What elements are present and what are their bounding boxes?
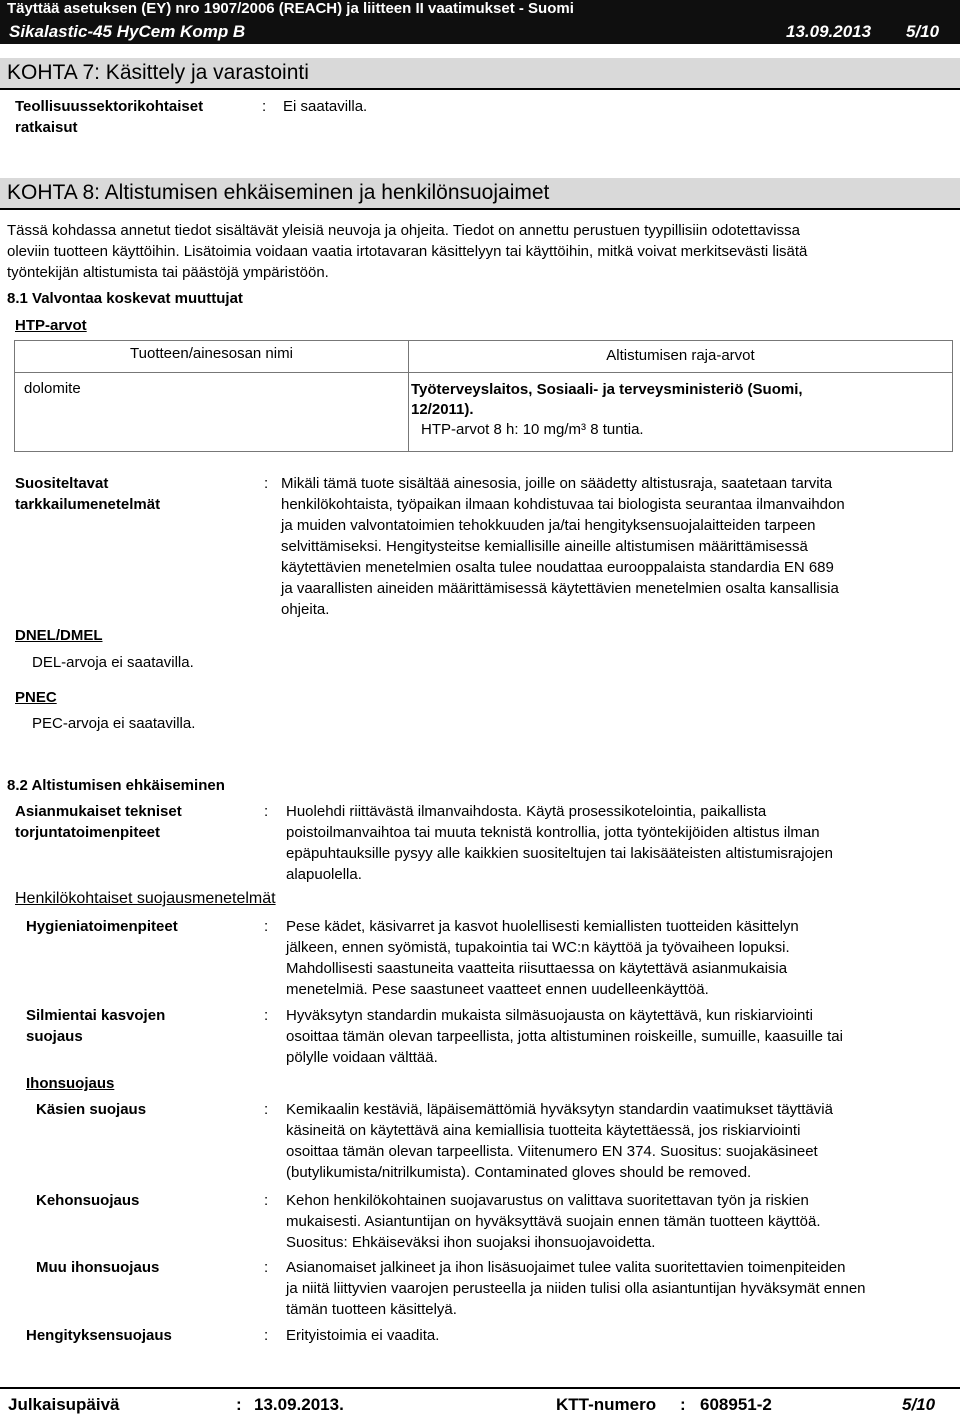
skin-heading: Ihonsuojaus [26, 1075, 115, 1092]
ktt-label: KTT-numero [556, 1395, 657, 1414]
section7-title: KOHTA 7: Käsittely ja varastointi [0, 58, 960, 88]
industry-colon: : [262, 98, 267, 115]
text-line: Hyväksytyn standardin mukaista silmäsuojausta on käytettävä, kun riskiarviointi [286, 1007, 813, 1024]
body-label: Kehonsuojaus [36, 1192, 140, 1209]
pnec-text: PEC-arvoja ei saatavilla. [32, 715, 196, 732]
dnel-text: DEL-arvoja ei saatavilla. [32, 654, 194, 671]
htp-heading: HTP-arvot [15, 317, 87, 334]
body-text [286, 1190, 951, 1253]
hand-colon: : [264, 1101, 269, 1118]
monitoring-label-line1: Suositeltavat [15, 475, 109, 492]
engineering-label-line2: torjuntatoimenpiteet [15, 824, 160, 841]
other-skin-text [286, 1257, 951, 1320]
text-line: Mahdollisesti saastuneita vaatteita riisuttaessa on käytettävä asianmukaisia [286, 960, 788, 977]
text-line: alapuolella. [286, 866, 362, 883]
engineering-label-line1: Asianmukaiset tekniset [15, 803, 182, 820]
table-cell [409, 373, 953, 452]
table-row [15, 373, 953, 452]
text-line: käytettävien menetelmien osalta tulee noudattaa eurooppalaista standardia EN 689 [281, 559, 834, 576]
eye-colon: : [264, 1007, 269, 1024]
hygiene-colon: : [264, 918, 269, 935]
limit-source-line2: 12/2011). [411, 401, 474, 418]
table-cell [15, 373, 409, 452]
text-line: Suositus: Ehkäiseväksi ihon suojaksi ihonsuojavoidetta. [286, 1234, 656, 1251]
section8-rule [0, 208, 960, 210]
text-line: tämän tuotteen käsittelyä. [286, 1301, 457, 1318]
eye-label-line1: Silmientai kasvojen [26, 1007, 166, 1024]
document-date: 13.09.2013 [786, 22, 872, 41]
text-line: ja niitä liittyvien vaarojen perusteella ja niiden tulisi olla asiantuntijan hyväksymät ennen [286, 1280, 866, 1297]
regulation-text: Täyttää asetuksen (EY) nro 1907/2006 (REACH) ja liitteen II vaatimukset - Suomi [7, 0, 574, 17]
respiratory-label: Hengityksensuojaus [26, 1327, 172, 1344]
htp-table [14, 340, 953, 452]
text-line: poistoilmanvaihtoa tai muuta teknistä kontrollia, jotta työntekijöiden altistus ilman [286, 824, 820, 841]
text-line: ja vaarallisten aineiden määrittämisessä käytettävien menetelmien osalta kansallisia [281, 580, 839, 597]
table-header-cell [15, 341, 409, 373]
subsection-8-2-title: 8.2 Altistumisen ehkäiseminen [7, 777, 225, 794]
monitoring-text [281, 473, 951, 620]
text-line: Huolehdi riittävästä ilmanvaihdosta. Käytä prosessikotelointia, paikallista [286, 803, 767, 820]
text-line: henkilökohtaista, työpaikan ilmaan kohdistuvaa tai biologista seurantaa ilmanvaihdon [281, 496, 845, 513]
page-footer [0, 1387, 960, 1425]
engineering-colon: : [264, 803, 269, 820]
text-line: osoittaa tämän olevan tarpeellista. Viitenumero EN 374. Suositus: suojakäsineet [286, 1143, 818, 1160]
ktt-colon: : [680, 1395, 686, 1414]
substance-name: dolomite [24, 380, 81, 397]
eye-label [26, 1005, 165, 1047]
text-line: epäpuhtauksille pysyy alle kaikkien suositeltujen tai lakisääteisten altistumisrajojen [286, 845, 833, 862]
page-number: 5/10 [906, 22, 940, 41]
hygiene-label: Hygieniatoimenpiteet [26, 918, 178, 935]
hygiene-text [286, 916, 951, 1000]
text-line: Mikäli tämä tuote sisältää ainesosia, joille on säädetty altistusraja, saatetaan tarvita [281, 475, 833, 492]
text-line: pölylle voidaan välttää. [286, 1049, 438, 1066]
limit-value-line: HTP-arvot 8 h: 10 mg/m³ 8 tuntia. [421, 421, 644, 438]
text-line: käsineitä on käytettävä aina kemiallisia tuotteita käytettäessä, jos riskiarviointi [286, 1122, 801, 1139]
text-line: selvittämiseksi. Hengitysteitse kemiallisille aineille altistumisen määrittämisessä [281, 538, 808, 555]
industry-value: Ei saatavilla. [283, 98, 368, 115]
text-line: Asianomaiset jalkineet ja ihon lisäsuojaimet tulee valita suoritettavien toimenpiteiden [286, 1259, 846, 1276]
text-line: Pese kädet, käsivarret ja kasvot huolellisesti kemiallisten tuotteiden käsittelyn [286, 918, 799, 935]
subsection-8-1-title: 8.1 Valvontaa koskevat muuttujat [7, 290, 243, 307]
text-line: ohjeita. [281, 601, 330, 618]
respiratory-text: Erityistoimia ei vaadita. [286, 1327, 440, 1344]
monitoring-label [15, 473, 160, 515]
publication-date: 13.09.2013. [254, 1395, 344, 1414]
text-line: (butylikumista/nitrilkumista). Contaminated gloves should be removed. [286, 1164, 752, 1181]
limit-source-line1: Työterveyslaitos, Sosiaali- ja terveysministeriö (Suomi, [411, 381, 803, 398]
column-header-name: Tuotteen/ainesosan nimi [130, 345, 293, 362]
text-line: Kemikaalin kestäviä, läpäisemättömiä hyväksytyn standardin vaatimukset täyttäviä [286, 1101, 833, 1118]
text-line: mukaisesti. Asiantuntijan on hyväksyttävä suojain ennen tämän tuotteen käyttöä. [286, 1213, 821, 1230]
industry-label-line2: ratkaisut [15, 119, 78, 136]
ktt-number: 608951-2 [700, 1395, 772, 1414]
other-skin-colon: : [264, 1259, 269, 1276]
engineering-text [286, 801, 951, 885]
industry-label-line1: Teollisuussektorikohtaiset [15, 98, 204, 115]
dnel-heading: DNEL/DMEL [15, 627, 103, 644]
monitoring-label-line2: tarkkailumenetelmät [15, 496, 161, 513]
document-name: Sikalastic-45 HyCem Komp B [9, 22, 246, 41]
eye-label-line2: suojaus [26, 1028, 83, 1045]
respiratory-colon: : [264, 1327, 269, 1344]
other-skin-label: Muu ihonsuojaus [36, 1259, 160, 1276]
text-line: ja muiden valvontatoimien tehokkuuden ja/tai hengityksensuojalaitteiden tarpeen [281, 517, 816, 534]
publication-colon: : [236, 1395, 242, 1414]
text-line: osoittaa tämän olevan tarpeellista, jotta altistuminen roiskeille, sumuille, kaasuille tai [286, 1028, 843, 1045]
section8-title: KOHTA 8: Altistumisen ehkäiseminen ja henkilönsuojaimet [0, 178, 960, 208]
hand-label: Käsien suojaus [36, 1101, 147, 1118]
engineering-label [15, 801, 182, 843]
regulation-header [0, 0, 960, 20]
publication-label: Julkaisupäivä [8, 1395, 120, 1414]
table-header-cell [409, 341, 953, 373]
section8-intro [7, 220, 953, 283]
text-line: menetelmiä. Pese saastuneet vaatteet ennen uudelleenkäyttöä. [286, 981, 709, 998]
column-header-limits: Altistumisen raja-arvot [606, 347, 755, 364]
footer-page-number: 5/10 [902, 1395, 936, 1414]
section7-rule [0, 88, 960, 90]
hand-text [286, 1099, 951, 1183]
intro-line: Tässä kohdassa annetut tiedot sisältävät yleisiä neuvoja ja ohjeita. Tiedot on annettu perustuen tyypillisiin odotettavissa [7, 222, 800, 239]
text-line: jälkeen, ennen syömistä, tupakointia tai WC:n käyttöä ja työvaiheen lopuksi. [286, 939, 790, 956]
intro-line: oleviin tuotteen käyttöihin. Lisätoimia voidaan vaatia irtotavaran käsittelyyn tai käyttöihin, mitkä voivat merkitsevästi lisätä [7, 243, 808, 260]
ppe-heading: Henkilökohtaiset suojausmenetelmät [15, 890, 276, 907]
exposure-limit-value [409, 373, 952, 440]
body-colon: : [264, 1192, 269, 1209]
eye-text [286, 1005, 951, 1068]
text-line: Kehon henkilökohtainen suojavarustus on valittava suoritettavan työn ja riskien [286, 1192, 809, 1209]
document-header [0, 20, 960, 44]
monitoring-colon: : [264, 475, 269, 492]
industry-label [15, 96, 203, 138]
intro-line: työntekijän altistumista tai päästöjä ympäristöön. [7, 264, 329, 281]
pnec-heading: PNEC [15, 689, 57, 706]
